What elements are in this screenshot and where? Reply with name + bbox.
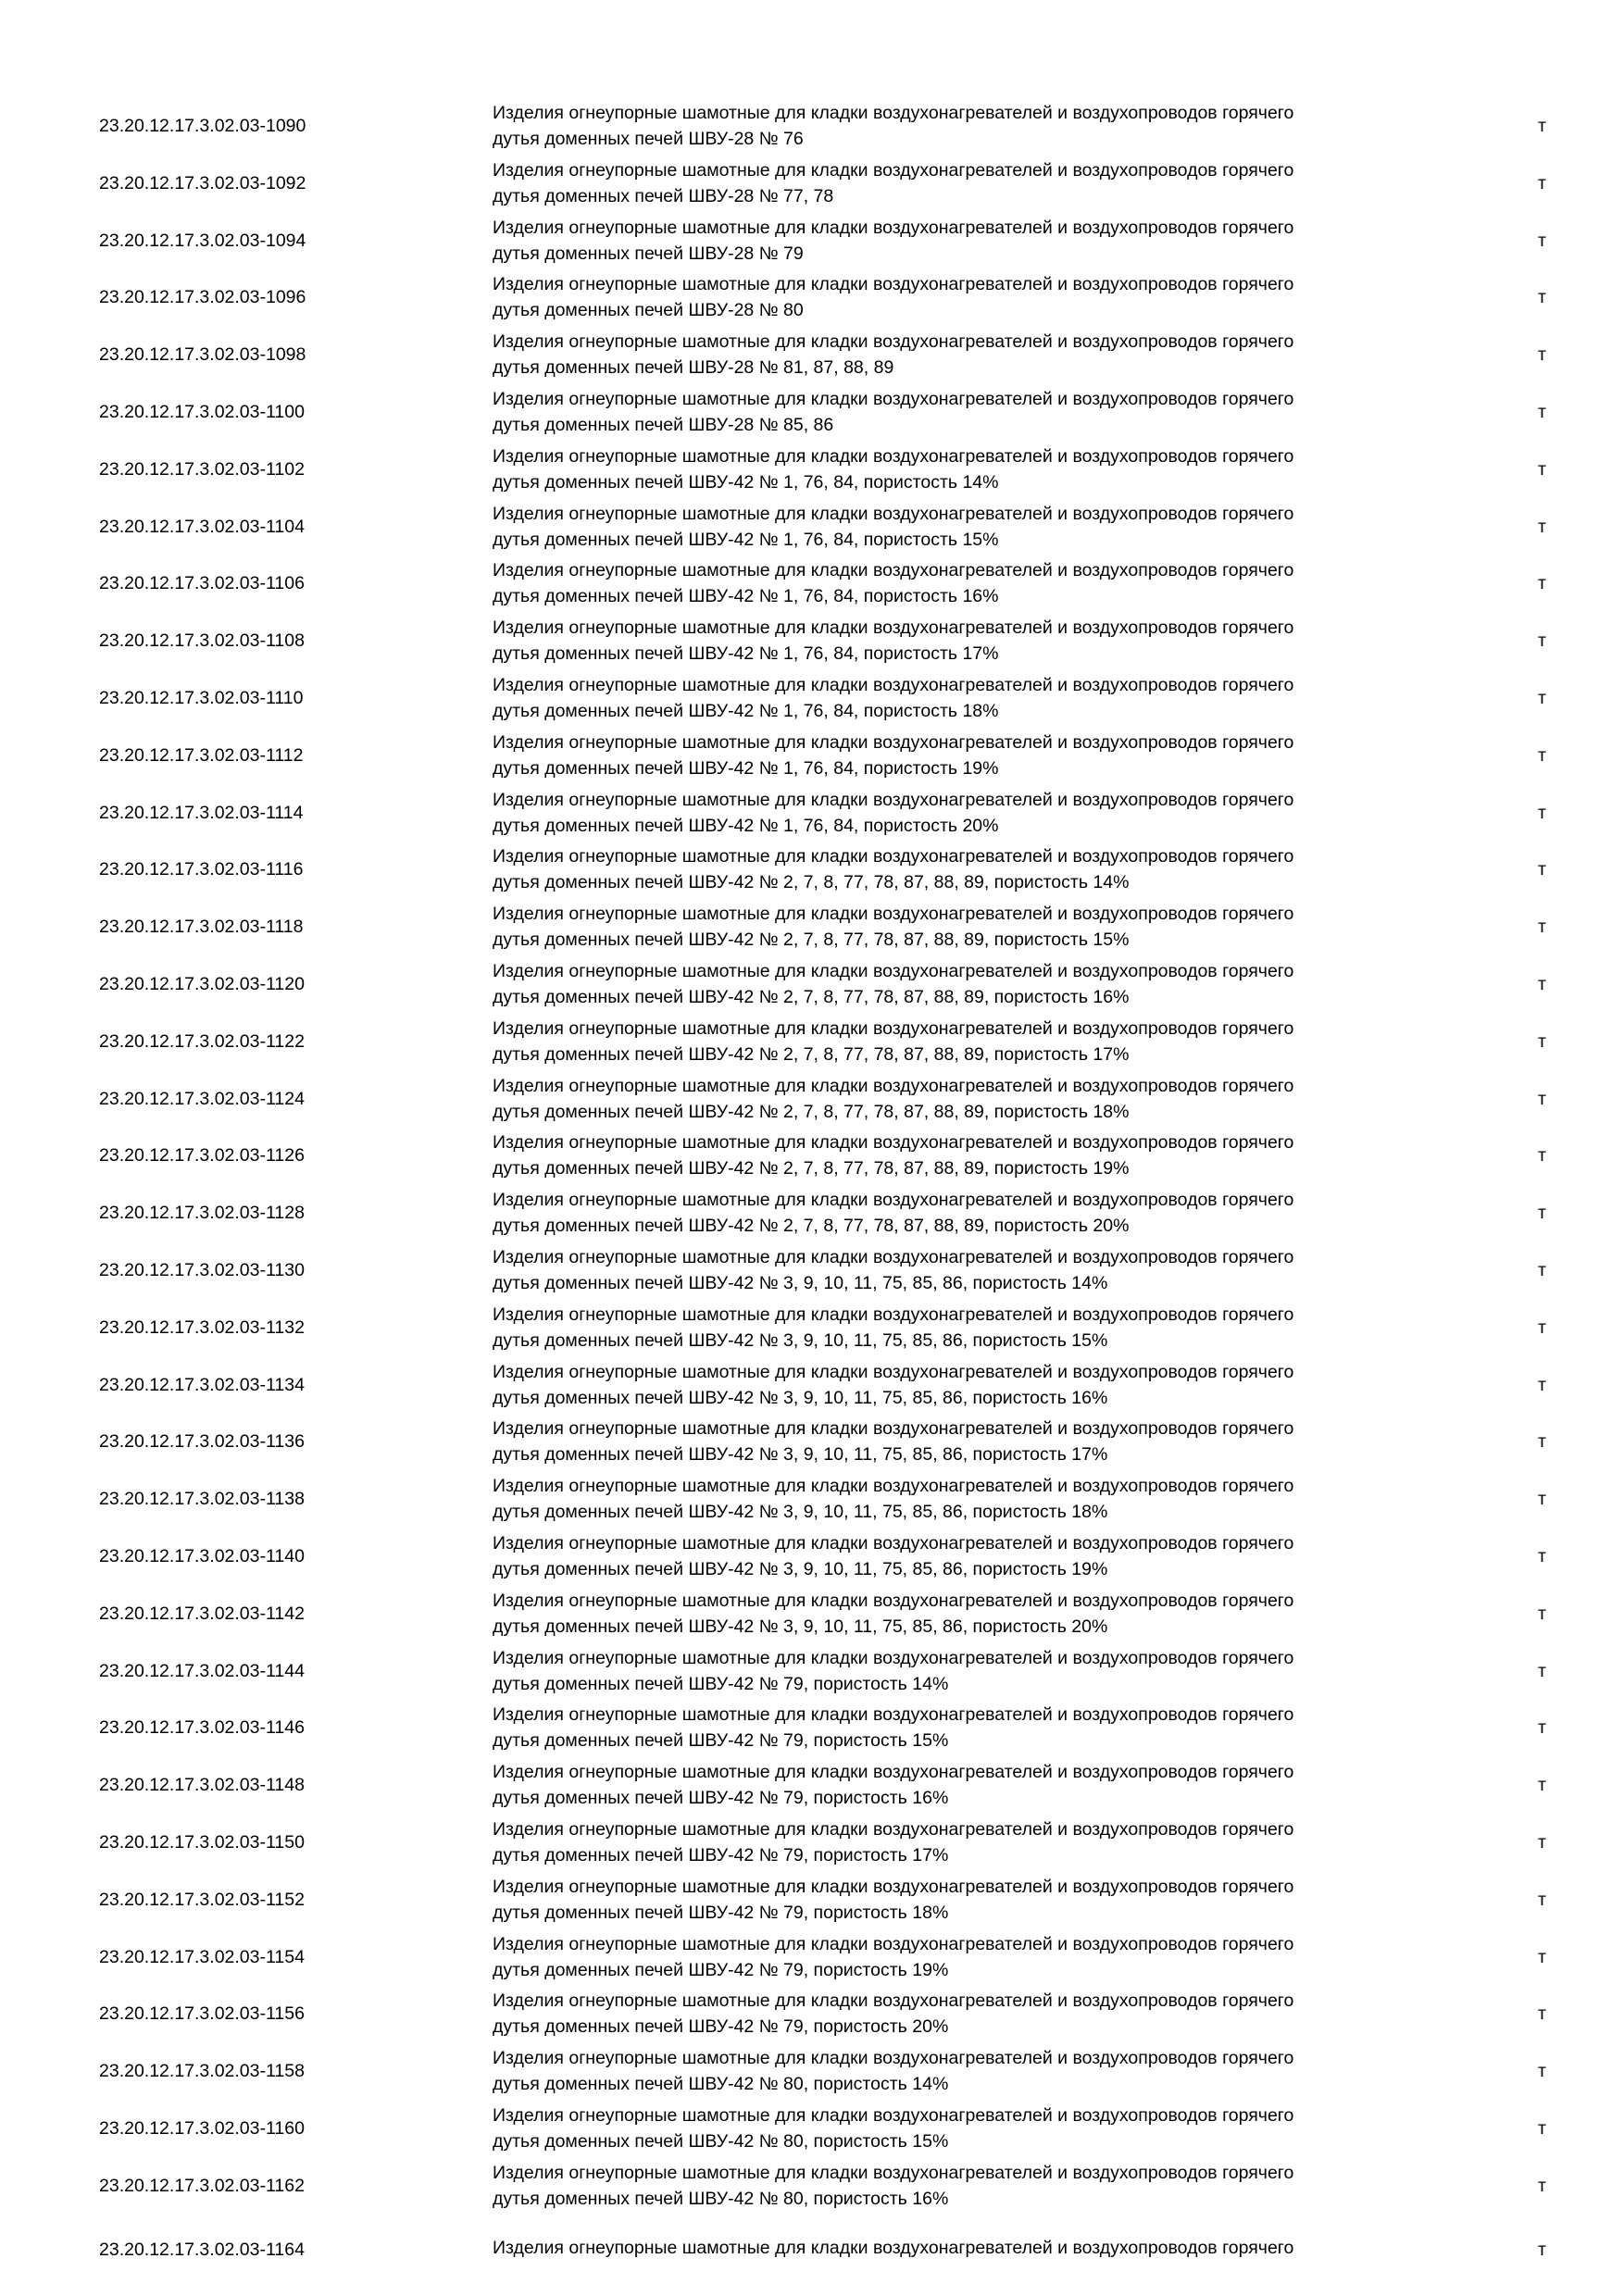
description-line: дутья доменных печей ШВУ-42 № 3, 9, 10, 11, 75, 85, 86, пористость 17% [493, 1444, 1108, 1466]
table-row [0, 1183, 1624, 1241]
resource-code: 23.20.12.17.3.02.03-1112 [99, 744, 304, 766]
unit-of-measure: т [1538, 1946, 1546, 1967]
table-row [0, 325, 1624, 382]
unit-of-measure: т [1538, 573, 1546, 594]
description-line: Изделия огнеупорные шамотные для кладки воздухонагревателей и воздухопроводов горячего [493, 274, 1294, 295]
description-line: Изделия огнеупорные шамотные для кладки воздухонагревателей и воздухопроводов горячего [493, 846, 1294, 867]
description-line: дутья доменных печей ШВУ-42 № 80, пористость 16% [493, 2188, 949, 2209]
description-line: дутья доменных печей ШВУ-42 № 1, 76, 84, пористость 19% [493, 757, 999, 779]
description-line: дутья доменных печей ШВУ-28 № 85, 86 [493, 414, 834, 435]
description-line: дутья доменных печей ШВУ-42 № 80, пористость 14% [493, 2074, 949, 2095]
unit-of-measure: т [1538, 1374, 1546, 1395]
unit-of-measure: т [1538, 744, 1546, 766]
description-line: дутья доменных печей ШВУ-42 № 1, 76, 84, пористость 15% [493, 529, 999, 550]
unit-of-measure: т [1538, 287, 1546, 308]
description-line: Изделия огнеупорные шамотные для кладки воздухонагревателей и воздухопроводов горячего [493, 1647, 1294, 1668]
table-row [0, 668, 1624, 726]
resource-description [493, 843, 1465, 895]
unit-of-measure: т [1538, 2240, 1546, 2261]
resource-code: 23.20.12.17.3.02.03-1124 [99, 1088, 305, 1109]
description-line: дутья доменных печей ШВУ-28 № 76 [493, 129, 804, 149]
resource-description [493, 901, 1465, 953]
table-row [0, 897, 1624, 955]
description-line: Изделия огнеупорные шамотные для кладки воздухонагревателей и воздухопроводов горячего [493, 445, 1294, 467]
description-line: дутья доменных печей ШВУ-42 № 3, 9, 10, 11, 75, 85, 86, пористость 15% [493, 1329, 1108, 1351]
description-line: Изделия огнеупорные шамотные для кладки воздухонагревателей и воздухопроводов горячего [493, 1876, 1294, 1897]
resource-code: 23.20.12.17.3.02.03-1098 [99, 344, 306, 366]
resource-code: 23.20.12.17.3.02.03-1140 [99, 1545, 305, 1566]
resource-description [493, 215, 1465, 267]
description-line: Изделия огнеупорные шамотные для кладки воздухонагревателей и воздухопроводов горячего [493, 1246, 1294, 1267]
unit-of-measure: т [1538, 1603, 1546, 1624]
description-line: дутья доменных печей ШВУ-42 № 79, пористость 18% [493, 1902, 949, 1923]
description-line: дутья доменных печей ШВУ-42 № 79, пористость 17% [493, 1844, 949, 1866]
unit-of-measure: т [1538, 802, 1546, 823]
unit-of-measure: т [1538, 2175, 1546, 2196]
description-line: Изделия огнеупорные шамотные для кладки воздухонагревателей и воздухопроводов горячего [493, 1418, 1294, 1440]
table-row [0, 1984, 1624, 2041]
resource-code: 23.20.12.17.3.02.03-1120 [99, 973, 305, 994]
description-line: дутья доменных печей ШВУ-42 № 2, 7, 8, 77, 78, 87, 88, 89, пористость 17% [493, 1043, 1130, 1065]
unit-of-measure: т [1538, 458, 1546, 480]
resource-description [493, 1187, 1465, 1239]
unit-of-measure: т [1538, 344, 1546, 366]
description-line: Изделия огнеупорные шамотные для кладки воздухонагревателей и воздухопроводов горячего [493, 503, 1294, 524]
resource-code: 23.20.12.17.3.02.03-1128 [99, 1203, 305, 1224]
description-line: дутья доменных печей ШВУ-42 № 79, пористость 15% [493, 1730, 949, 1752]
resource-description [493, 1816, 1465, 1868]
resource-description [493, 1874, 1465, 1926]
table-row [0, 1641, 1624, 1699]
resource-code: 23.20.12.17.3.02.03-1144 [99, 1660, 305, 1681]
table-row [0, 1012, 1624, 1069]
description-line: дутья доменных печей ШВУ-42 № 2, 7, 8, 77, 78, 87, 88, 89, пористость 19% [493, 1158, 1130, 1179]
resource-description [493, 2045, 1465, 2097]
unit-of-measure: т [1538, 1203, 1546, 1224]
resource-code: 23.20.12.17.3.02.03-1114 [99, 802, 304, 823]
description-line: дутья доменных печей ШВУ-28 № 81, 87, 88, 89 [493, 357, 894, 379]
resource-description [493, 958, 1465, 1010]
table-row [0, 1412, 1624, 1469]
unit-of-measure: т [1538, 1431, 1546, 1453]
description-line: Изделия огнеупорные шамотные для кладки воздухонагревателей и воздухопроводов горячего [493, 1762, 1294, 1783]
resource-description [493, 787, 1465, 839]
unit-of-measure: т [1538, 859, 1546, 880]
unit-of-measure: т [1538, 516, 1546, 537]
description-line: Изделия огнеупорные шамотные для кладки воздухонагревателей и воздухопроводов горячего [493, 1075, 1294, 1096]
description-line: Изделия огнеупорные шамотные для кладки воздухонагревателей и воздухопроводов горячего [493, 2238, 1294, 2259]
resource-code: 23.20.12.17.3.02.03-1132 [99, 1316, 305, 1338]
unit-of-measure: т [1538, 401, 1546, 422]
resource-code: 23.20.12.17.3.02.03-1162 [99, 2175, 305, 2196]
resource-description [493, 2103, 1465, 2154]
unit-of-measure: т [1538, 1489, 1546, 1510]
resource-description [493, 1244, 1465, 1296]
resource-code: 23.20.12.17.3.02.03-1104 [99, 516, 305, 537]
table-row [0, 554, 1624, 611]
unit-of-measure: т [1538, 2003, 1546, 2025]
resource-code: 23.20.12.17.3.02.03-1110 [99, 687, 304, 708]
description-line: Изделия огнеупорные шамотные для кладки воздухонагревателей и воздухопроводов горячего [493, 1132, 1294, 1154]
description-line: Изделия огнеупорные шамотные для кладки воздухонагревателей и воздухопроводов горячего [493, 1933, 1294, 1954]
description-line: Изделия огнеупорные шамотные для кладки воздухонагревателей и воздухопроводов горячего [493, 2048, 1294, 2069]
resource-description [493, 157, 1465, 209]
resource-code: 23.20.12.17.3.02.03-1092 [99, 172, 306, 193]
description-line: Изделия огнеупорные шамотные для кладки воздухонагревателей и воздухопроводов горячего [493, 1704, 1294, 1726]
unit-of-measure: т [1538, 687, 1546, 708]
table-row [0, 1069, 1624, 1127]
description-line: Изделия огнеупорные шамотные для кладки воздухонагревателей и воздухопроводов горячего [493, 1190, 1294, 1211]
resource-description [493, 1473, 1465, 1525]
description-line: Изделия огнеупорные шамотные для кладки воздухонагревателей и воздухопроводов горячего [493, 103, 1294, 123]
description-line: дутья доменных печей ШВУ-42 № 3, 9, 10, 11, 75, 85, 86, пористость 14% [493, 1272, 1108, 1293]
resource-code: 23.20.12.17.3.02.03-1156 [99, 2003, 305, 2025]
unit-of-measure: т [1538, 917, 1546, 938]
description-line: дутья доменных печей ШВУ-42 № 1, 76, 84, пористость 14% [493, 471, 999, 493]
table-row [0, 2213, 1624, 2270]
resource-code: 23.20.12.17.3.02.03-1096 [99, 287, 306, 308]
description-line: Изделия огнеупорные шамотные для кладки воздухонагревателей и воздухопроводов горячего [493, 1304, 1294, 1325]
unit-of-measure: т [1538, 1717, 1546, 1739]
description-line: Изделия огнеупорные шамотные для кладки воздухонагревателей и воздухопроводов горячего [493, 560, 1294, 581]
table-row [0, 1126, 1624, 1183]
resource-description [493, 501, 1465, 553]
table-row [0, 497, 1624, 555]
resource-code: 23.20.12.17.3.02.03-1160 [99, 2117, 305, 2139]
table-row [0, 840, 1624, 897]
description-line: Изделия огнеупорные шамотные для кладки воздухонагревателей и воздухопроводов горячего [493, 789, 1294, 810]
description-line: Изделия огнеупорные шамотные для кладки воздухонагревателей и воздухопроводов горячего [493, 159, 1294, 181]
resource-description [493, 1073, 1465, 1125]
description-line: Изделия огнеупорные шамотные для кладки воздухонагревателей и воздухопроводов горячего [493, 1476, 1294, 1497]
table-row [0, 1870, 1624, 1928]
resource-code: 23.20.12.17.3.02.03-1146 [99, 1717, 305, 1739]
resource-description [493, 100, 1465, 152]
description-line: Изделия огнеупорные шамотные для кладки воздухонагревателей и воздухопроводов горячего [493, 904, 1294, 925]
unit-of-measure: т [1538, 1088, 1546, 1109]
description-line: дутья доменных печей ШВУ-28 № 77, 78 [493, 185, 834, 206]
resource-description [493, 1931, 1465, 1983]
resource-code: 23.20.12.17.3.02.03-1148 [99, 1775, 305, 1796]
resource-description [493, 1359, 1465, 1411]
resource-code: 23.20.12.17.3.02.03-1100 [99, 401, 305, 422]
description-line: дутья доменных печей ШВУ-42 № 3, 9, 10, 11, 75, 85, 86, пористость 16% [493, 1387, 1108, 1408]
table-row [0, 211, 1624, 268]
unit-of-measure: т [1538, 172, 1546, 193]
description-line: дутья доменных печей ШВУ-42 № 79, пористость 19% [493, 1959, 949, 1980]
resource-code: 23.20.12.17.3.02.03-1126 [99, 1145, 305, 1167]
unit-of-measure: т [1538, 1831, 1546, 1853]
resource-code: 23.20.12.17.3.02.03-1118 [99, 917, 304, 938]
description-line: дутья доменных печей ШВУ-28 № 80 [493, 300, 804, 321]
description-line: Изделия огнеупорные шамотные для кладки воздухонагревателей и воздухопроводов горячего [493, 2104, 1294, 2126]
resource-description [493, 672, 1465, 724]
unit-of-measure: т [1538, 2061, 1546, 2082]
description-line: Изделия огнеупорные шамотные для кладки воздухонагревателей и воздухопроводов горячего [493, 1818, 1294, 1840]
unit-of-measure: т [1538, 116, 1546, 136]
description-line: дутья доменных печей ШВУ-42 № 1, 76, 84, пористость 20% [493, 815, 999, 836]
unit-of-measure: т [1538, 1545, 1546, 1566]
table-row [0, 96, 1624, 154]
unit-of-measure: т [1538, 1889, 1546, 1910]
description-line: дутья доменных печей ШВУ-42 № 79, пористость 16% [493, 1788, 949, 1809]
resource-code: 23.20.12.17.3.02.03-1108 [99, 630, 305, 652]
unit-of-measure: т [1538, 1316, 1546, 1338]
description-line: Изделия огнеупорные шамотные для кладки воздухонагревателей и воздухопроводов горячего [493, 1017, 1294, 1039]
resource-description [493, 615, 1465, 667]
table-row [0, 783, 1624, 841]
description-line: Изделия огнеупорные шамотные для кладки воздухонагревателей и воздухопроводов горячего [493, 331, 1294, 353]
resource-code: 23.20.12.17.3.02.03-1136 [99, 1431, 305, 1453]
resource-code: 23.20.12.17.3.02.03-1152 [99, 1889, 305, 1910]
description-line: Изделия огнеупорные шамотные для кладки воздухонагревателей и воздухопроводов горячего [493, 618, 1294, 639]
resource-description [493, 1645, 1465, 1697]
resource-description [493, 1588, 1465, 1640]
table-row [0, 2041, 1624, 2099]
table-row [0, 2156, 1624, 2214]
table-row [0, 1698, 1624, 1755]
description-line: дутья доменных печей ШВУ-42 № 2, 7, 8, 77, 78, 87, 88, 89, пористость 14% [493, 872, 1130, 893]
unit-of-measure: т [1538, 1145, 1546, 1167]
table-row [0, 1355, 1624, 1413]
resource-description [493, 271, 1465, 323]
table-row [0, 1527, 1624, 1584]
resource-description [493, 2160, 1465, 2212]
unit-of-measure: т [1538, 1660, 1546, 1681]
description-line: Изделия огнеупорные шамотные для кладки воздухонагревателей и воздухопроводов горячего [493, 1590, 1294, 1611]
resource-description [493, 329, 1465, 381]
resource-description [493, 2235, 1465, 2261]
table-row [0, 726, 1624, 783]
resource-description [493, 1759, 1465, 1811]
description-line: дутья доменных печей ШВУ-42 № 3, 9, 10, 11, 75, 85, 86, пористость 19% [493, 1558, 1108, 1579]
description-line: дутья доменных печей ШВУ-42 № 2, 7, 8, 77, 78, 87, 88, 89, пористость 16% [493, 986, 1130, 1007]
resource-code: 23.20.12.17.3.02.03-1164 [99, 2240, 305, 2261]
unit-of-measure: т [1538, 973, 1546, 994]
description-line: Изделия огнеупорные шамотные для кладки воздухонагревателей и воздухопроводов горячего [493, 1990, 1294, 2012]
table-row [0, 1584, 1624, 1641]
table-row [0, 1928, 1624, 1985]
resource-code: 23.20.12.17.3.02.03-1102 [99, 458, 305, 480]
table-row [0, 1298, 1624, 1355]
unit-of-measure: т [1538, 230, 1546, 251]
resource-description [493, 1129, 1465, 1181]
resource-code: 23.20.12.17.3.02.03-1142 [99, 1603, 305, 1624]
table-row [0, 611, 1624, 668]
resource-code: 23.20.12.17.3.02.03-1094 [99, 230, 306, 251]
table-row [0, 154, 1624, 211]
unit-of-measure: т [1538, 2117, 1546, 2139]
resource-code: 23.20.12.17.3.02.03-1116 [99, 859, 304, 880]
table-row [0, 1469, 1624, 1527]
table-row [0, 382, 1624, 440]
table-row [0, 1813, 1624, 1870]
resource-code: 23.20.12.17.3.02.03-1122 [99, 1030, 305, 1052]
resource-code: 23.20.12.17.3.02.03-1106 [99, 573, 305, 594]
classifier-table [0, 96, 1624, 2270]
resource-description [493, 1988, 1465, 2040]
description-line: дутья доменных печей ШВУ-42 № 2, 7, 8, 77, 78, 87, 88, 89, пористость 18% [493, 1101, 1130, 1122]
unit-of-measure: т [1538, 630, 1546, 652]
unit-of-measure: т [1538, 1775, 1546, 1796]
table-row [0, 2099, 1624, 2156]
resource-description [493, 1016, 1465, 1067]
description-line: дутья доменных печей ШВУ-42 № 79, пористость 20% [493, 2016, 949, 2038]
table-row [0, 1755, 1624, 1813]
resource-description [493, 1416, 1465, 1467]
resource-description [493, 386, 1465, 438]
description-line: дутья доменных печей ШВУ-28 № 79 [493, 243, 804, 264]
resource-code: 23.20.12.17.3.02.03-1154 [99, 1946, 305, 1967]
description-line: Изделия огнеупорные шамотные для кладки воздухонагревателей и воздухопроводов горячего [493, 388, 1294, 409]
resource-code: 23.20.12.17.3.02.03-1134 [99, 1374, 305, 1395]
description-line: дутья доменных печей ШВУ-42 № 3, 9, 10, 11, 75, 85, 86, пористость 18% [493, 1502, 1108, 1523]
table-row [0, 955, 1624, 1012]
resource-description [493, 730, 1465, 781]
description-line: Изделия огнеупорные шамотные для кладки воздухонагревателей и воздухопроводов горячего [493, 1361, 1294, 1382]
resource-code: 23.20.12.17.3.02.03-1138 [99, 1489, 305, 1510]
unit-of-measure: т [1538, 1259, 1546, 1280]
unit-of-measure: т [1538, 1030, 1546, 1052]
description-line: дутья доменных печей ШВУ-42 № 80, пористость 15% [493, 2130, 949, 2152]
table-row [0, 268, 1624, 325]
description-line: дутья доменных печей ШВУ-42 № 79, пористость 14% [493, 1673, 949, 1694]
description-line: Изделия огнеупорные шамотные для кладки воздухонагревателей и воздухопроводов горячего [493, 1532, 1294, 1554]
description-line: дутья доменных печей ШВУ-42 № 2, 7, 8, 77, 78, 87, 88, 89, пористость 20% [493, 1216, 1130, 1237]
table-row [0, 440, 1624, 497]
resource-code: 23.20.12.17.3.02.03-1150 [99, 1831, 305, 1853]
resource-code: 23.20.12.17.3.02.03-1090 [99, 116, 306, 136]
resource-description [493, 1530, 1465, 1582]
description-line: Изделия огнеупорные шамотные для кладки воздухонагревателей и воздухопроводов горячего [493, 217, 1294, 238]
description-line: дутья доменных печей ШВУ-42 № 3, 9, 10, 11, 75, 85, 86, пористость 20% [493, 1616, 1108, 1637]
resource-description [493, 1302, 1465, 1354]
description-line: дутья доменных печей ШВУ-42 № 1, 76, 84, пористость 18% [493, 700, 999, 721]
description-line: Изделия огнеупорные шамотные для кладки воздухонагревателей и воздухопроводов горячего [493, 2162, 1294, 2183]
resource-code: 23.20.12.17.3.02.03-1130 [99, 1259, 305, 1280]
resource-code: 23.20.12.17.3.02.03-1158 [99, 2061, 305, 2082]
description-line: дутья доменных печей ШВУ-42 № 1, 76, 84, пористость 16% [493, 586, 999, 607]
description-line: Изделия огнеупорные шамотные для кладки воздухонагревателей и воздухопроводов горячего [493, 674, 1294, 695]
description-line: Изделия огнеупорные шамотные для кладки воздухонагревателей и воздухопроводов горячего [493, 960, 1294, 981]
resource-description [493, 443, 1465, 495]
resource-description [493, 557, 1465, 609]
resource-description [493, 1702, 1465, 1753]
description-line: Изделия огнеупорные шамотные для кладки воздухонагревателей и воздухопроводов горячего [493, 731, 1294, 753]
description-line: дутья доменных печей ШВУ-42 № 2, 7, 8, 77, 78, 87, 88, 89, пористость 15% [493, 930, 1130, 951]
description-line: дутья доменных печей ШВУ-42 № 1, 76, 84, пористость 17% [493, 643, 999, 665]
table-row [0, 1241, 1624, 1298]
